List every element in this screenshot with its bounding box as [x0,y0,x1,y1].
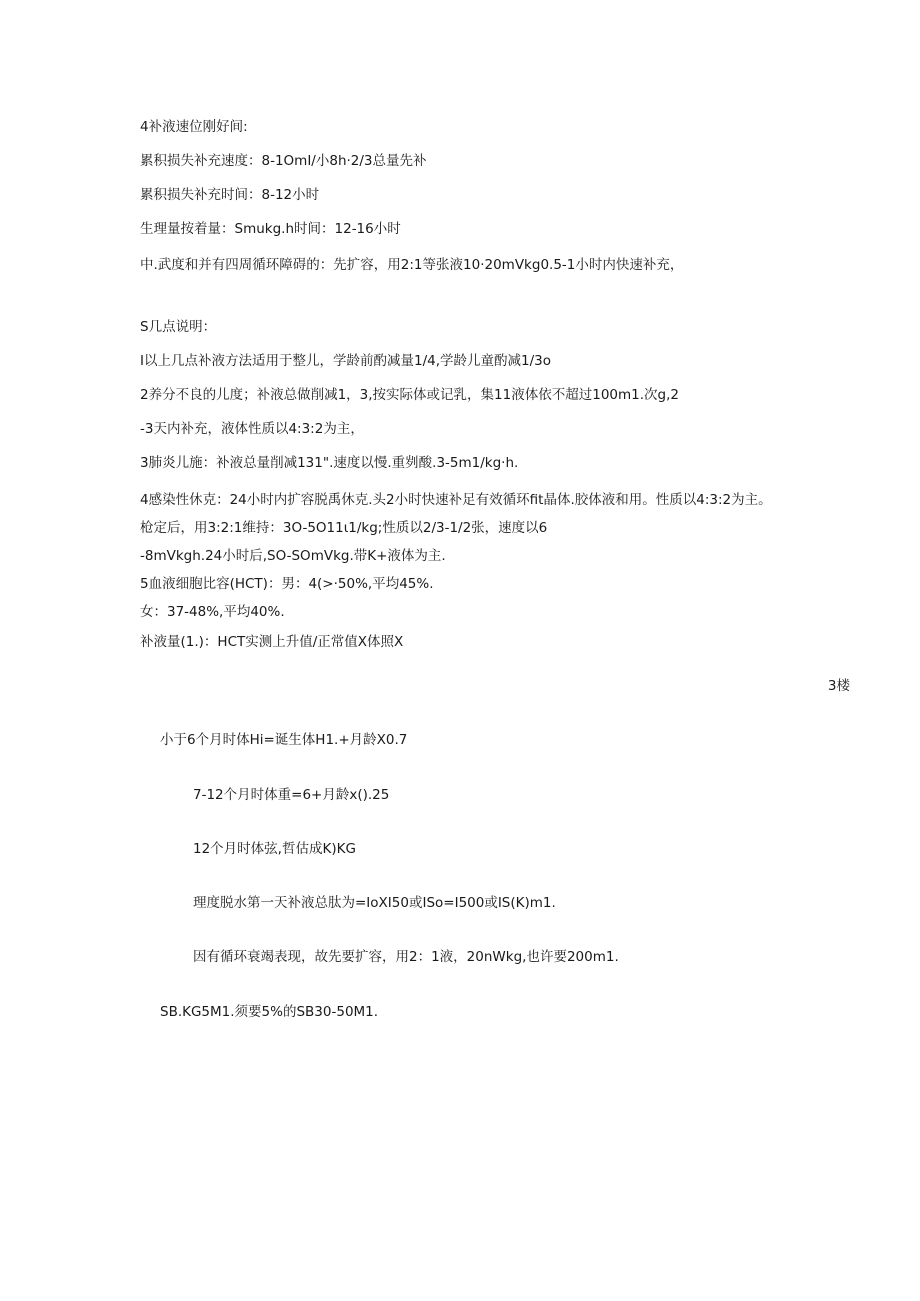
text-line: 小于6个月时体Hi=诞生体H1.+月龄X0.7 [160,732,408,748]
text-line: 2养分不良的儿度；补液总做削减1，3,按实际体或记乳，集11液体依不超过100m1.次g,2 [140,387,679,403]
text-line: -8mVkgh.24小时后,SO-SOmVkg.带K+液体为主. [140,548,446,564]
text-line: -3天内补充，液体性质以4:3:2为主， [140,421,364,437]
floor-label: 3楼 [827,678,850,694]
text-line: 累积损失补充时间：8-12小时 [140,187,320,203]
text-line: 7-12个月时体重=6+月龄x().25 [193,787,390,803]
section-heading-rehydration-timing: 4补液速位刚好间: [140,119,248,135]
text-line: SB.KG5M1.须要5%的SB30-50M1. [160,1004,379,1020]
text-line: 理度脱水第一天补液总肽为=IoXI50或ISo=I500或IS(K)m1. [193,895,556,911]
text-line: 补液量(1.)：HCT实测上升值/正常值X体照X [140,634,404,650]
text-line: 4感染性休克：24小时内扩容脱禹休克.头2小时快速补足有效循环fit晶体.胶体液和用。性质以4:3:2为主。 [140,492,772,508]
text-line: 中.武度和并有四周循环障碍的：先扩容，用2:1等张液10·20mVkg0.5-1小时内快速补充， [140,257,684,273]
text-line: I以上几点补液方法适用于整儿，学龄前酌减量1/4,学龄儿童酌减1/3o [140,353,551,369]
text-line: 5血液细胞比容(HCT)：男：4(>·50%,平均45%. [140,576,434,592]
text-line: 12个月时体弦,哲估成K)KG [193,841,356,857]
text-line: 3肺炎儿施：补液总量削减131".速度以慢.重刿酸.3-5m1∕kg·h. [140,455,519,471]
text-line: 因有循环衰竭表现，故先要扩容，用2：1液，20nWkg,也许要200m1. [193,949,619,965]
section-heading-notes: S几点说明： [140,319,217,335]
text-line: 生理量按着量：Smukg.h时间：12-16小时 [140,221,401,237]
text-line: 枪定后，用3:2:1维持：3O-5O11ι1∕kg;性质以2/3-1/2张，速度以6 [140,520,548,536]
text-line: 累积损失补充速度：8-1OmI/小8h·2/3总量先补 [140,153,427,169]
text-line: 女：37-48%,平均40%. [140,604,285,620]
